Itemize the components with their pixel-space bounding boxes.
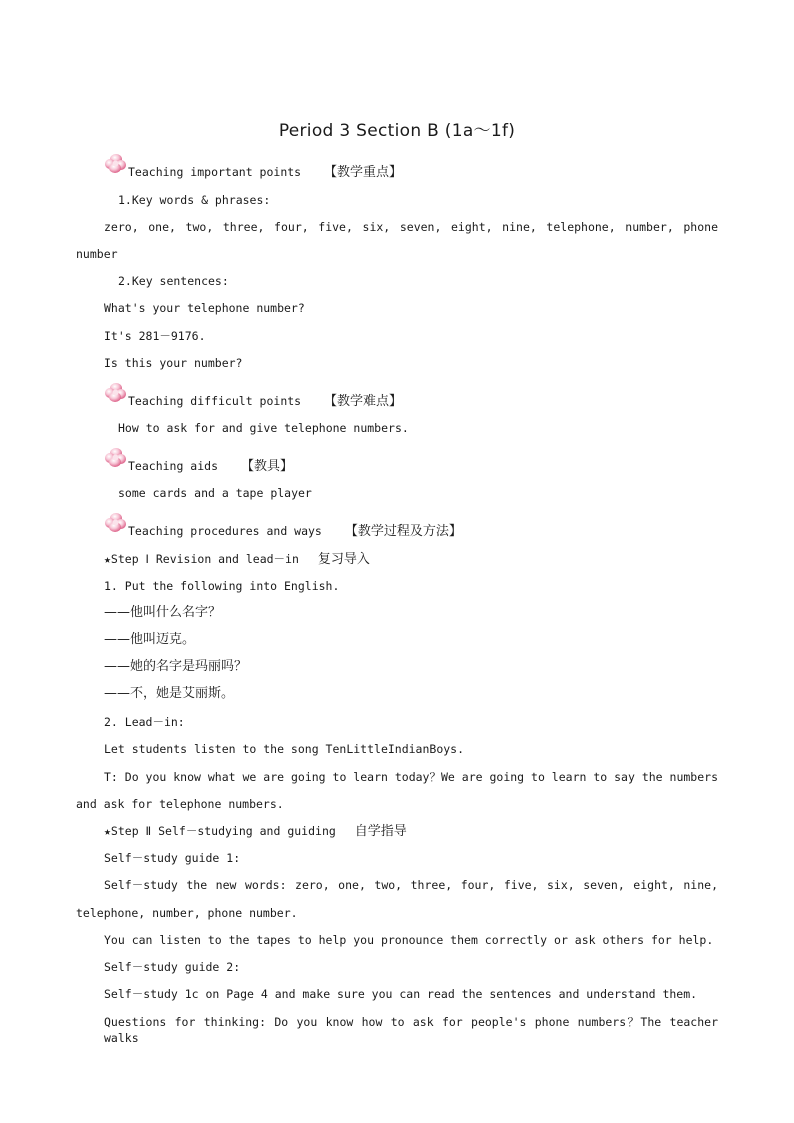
section-aids-cn: 【教具】 — [240, 459, 293, 474]
listen-instruction: You can listen to the tapes to help you pronounce them correctly or ask others for help. — [104, 933, 714, 947]
step-2-heading — [104, 823, 407, 840]
section-procedures-heading — [128, 523, 462, 540]
step-1-heading — [104, 551, 370, 568]
self-study-guide-1: Self－study guide 1: — [104, 851, 241, 865]
section-difficult-heading — [128, 393, 402, 410]
flower-icon — [104, 446, 128, 470]
key-words-line-2: number — [76, 247, 118, 261]
flower-icon — [104, 152, 128, 176]
self-study-guide-1-line-2: telephone, number, phone number. — [76, 906, 298, 920]
self-study-guide-2-line: Self－study 1c on Page 4 and make sure you can read the sentences and understand them. — [104, 987, 698, 1001]
step-1-label: ★Step Ⅰ Revision and lead－in — [104, 552, 299, 566]
key-words-line-1: zero, one, two, three, four, five, six, seven, eight, nine, telephone, number, phone — [104, 220, 718, 234]
section-procedures-cn: 【教学过程及方法】 — [344, 524, 462, 539]
section-procedures-label: Teaching procedures and ways — [128, 524, 322, 538]
key-words-heading: 1.Key words & phrases: — [118, 193, 271, 207]
section-difficult-cn: 【教学难点】 — [324, 394, 403, 409]
page-title: Period 3 Section B (1a～1f) — [278, 121, 516, 141]
difficult-text: How to ask for and give telephone numbers. — [118, 421, 409, 435]
step-1-question-3: ——她的名字是玛丽吗？ — [104, 659, 248, 674]
step-1-lead-line: Let students listen to the song TenLittleIndianBoys. — [104, 742, 465, 756]
step-1-teacher-line-2: and ask for telephone numbers. — [76, 797, 284, 811]
key-sentences-heading: 2.Key sentences: — [118, 274, 229, 288]
step-1-cn: 复习导入 — [317, 552, 370, 567]
key-sentence-2: It's 281－9176. — [104, 329, 206, 343]
section-important-heading — [128, 164, 402, 181]
aids-text: some cards and a tape player — [118, 486, 312, 500]
questions-for-thinking: Questions for thinking: Do you know how to ask for people's phone numbers？The teacher walks — [104, 1015, 718, 1045]
section-important-label: Teaching important points — [128, 165, 302, 179]
key-sentence-1: What's your telephone number? — [104, 301, 305, 315]
step-2-cn: 自学指导 — [354, 824, 407, 839]
step-1-question-1: ——他叫什么名字？ — [104, 605, 222, 620]
step-1-question-2: ——他叫迈克。 — [104, 632, 196, 647]
step-1-question-4: ——不，她是艾丽斯。 — [104, 686, 235, 701]
section-difficult-label: Teaching difficult points — [128, 394, 302, 408]
self-study-guide-1-line-1: Self－study the new words: zero, one, two, three, four, five, six, seven, eight, nine, — [104, 878, 718, 892]
step-1-item-2: 2. Lead－in: — [104, 715, 185, 729]
step-2-label: ★Step Ⅱ Self－studying and guiding — [104, 824, 336, 838]
section-aids-label: Teaching aids — [128, 459, 219, 473]
step-1-teacher-line-1: T: Do you know what we are going to learn today？We are going to learn to say the numbers — [104, 770, 718, 784]
key-sentence-3: Is this your number? — [104, 356, 243, 370]
flower-icon — [104, 381, 128, 405]
section-aids-heading — [128, 458, 293, 475]
section-important-cn: 【教学重点】 — [324, 165, 403, 180]
step-1-item-1: 1. Put the following into English. — [104, 579, 340, 593]
self-study-guide-2: Self－study guide 2: — [104, 960, 241, 974]
flower-icon — [104, 511, 128, 535]
